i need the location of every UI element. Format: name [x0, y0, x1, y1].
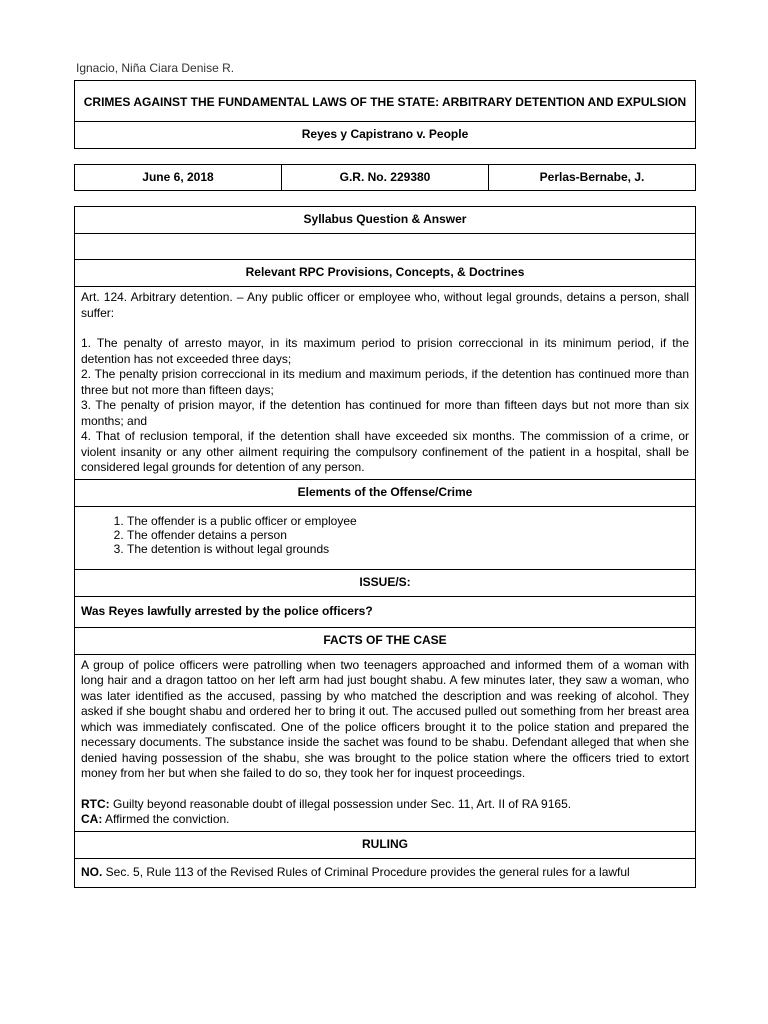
syllabus-empty-cell — [75, 234, 696, 260]
provision-item: 3. The penalty of prision mayor, if the detention has continued for more than fifteen days but not more than six months; and — [81, 398, 689, 428]
case-name: Reyes y Capistrano v. People — [75, 122, 696, 149]
facts-text: A group of police officers were patrolling when two teenagers approached and informed them of a woman with long hair and a dragon tattoo on her left arm had just bought shabu. A few minutes later, they saw a woman, who was later identified as the accused, passing by who matched the description and was reeking of alcohol. They asked if she bought shabu and ordered her to bring it out. The accused pulled out something from her breast area which was immediately confiscated. One of the police officers brought it to the police station and prepared the necessary documents. The substance inside the sachet was found to be shabu. Defendant alleged that when she denied having possession of the shabu, she was brought to the police station where the officers tried to extort money from her but when she failed to do so, they took her for inquest proceedings. — [81, 657, 689, 780]
issues-heading: ISSUE/S: — [75, 569, 696, 596]
provision-item: 1. The penalty of arresto mayor, in its maximum period to prision correccional in its minimum period, if the detention has not exceeded three days; — [81, 336, 689, 366]
provision-intro: Art. 124. Arbitrary detention. – Any public officer or employee who, without legal grounds, detains a person, shall suffer: — [81, 290, 689, 320]
elements-cell — [75, 506, 696, 569]
element-item: 1. The offender is a public officer or employee — [127, 514, 689, 528]
rtc-label: RTC: — [81, 796, 110, 811]
ponente: Perlas-Bernabe, J. — [489, 165, 696, 191]
provisions-cell — [75, 287, 696, 480]
case-meta-table — [74, 164, 696, 191]
rtc-decision — [81, 797, 689, 813]
rtc-text: Guilty beyond reasonable doubt of illegal possession under Sec. 11, Art. II of RA 9165. — [109, 796, 572, 811]
case-date: June 6, 2018 — [75, 165, 282, 191]
ruling-heading: RULING — [75, 831, 696, 858]
author-name: Ignacio, Niña Ciara Denise R. — [76, 61, 235, 75]
relevant-provisions-heading: Relevant RPC Provisions, Concepts, & Doctrines — [75, 260, 696, 287]
provision-item: 2. The penalty prision correccional in its medium and maximum periods, if the detention has continued more than three but not more than fifteen days; — [81, 367, 689, 397]
title-table — [74, 80, 696, 149]
provision-item: 4. That of reclusion temporal, if the detention shall have exceeded six months. The commission of a crime, or violent insanity or any other ailment requiring the compulsory confinement of the patient in a hospital, shall be considered legal grounds for detention of any person. — [81, 429, 689, 474]
issue-question: Was Reyes lawfully arrested by the police officers? — [75, 596, 696, 627]
ruling-cell — [75, 858, 696, 887]
ruling-label: NO. — [81, 864, 103, 879]
gr-number: G.R. No. 229380 — [282, 165, 489, 191]
elements-list — [81, 514, 689, 556]
facts-cell — [75, 654, 696, 831]
syllabus-heading: Syllabus Question & Answer — [75, 207, 696, 234]
topic-heading: CRIMES AGAINST THE FUNDAMENTAL LAWS OF THE STATE: ARBITRARY DETENTION AND EXPULSION — [75, 81, 696, 122]
ca-decision — [81, 812, 689, 828]
facts-heading: FACTS OF THE CASE — [75, 627, 696, 654]
ca-label: CA: — [81, 812, 103, 826]
ca-text: Affirmed the conviction. — [102, 812, 230, 826]
element-item: 2. The offender detains a person — [127, 528, 689, 542]
elements-heading: Elements of the Offense/Crime — [75, 479, 696, 506]
ruling-text: Sec. 5, Rule 113 of the Revised Rules of Criminal Procedure provides the general rules for a lawful — [102, 864, 630, 879]
digest-table — [74, 206, 696, 888]
element-item: 3. The detention is without legal grounds — [127, 542, 689, 556]
